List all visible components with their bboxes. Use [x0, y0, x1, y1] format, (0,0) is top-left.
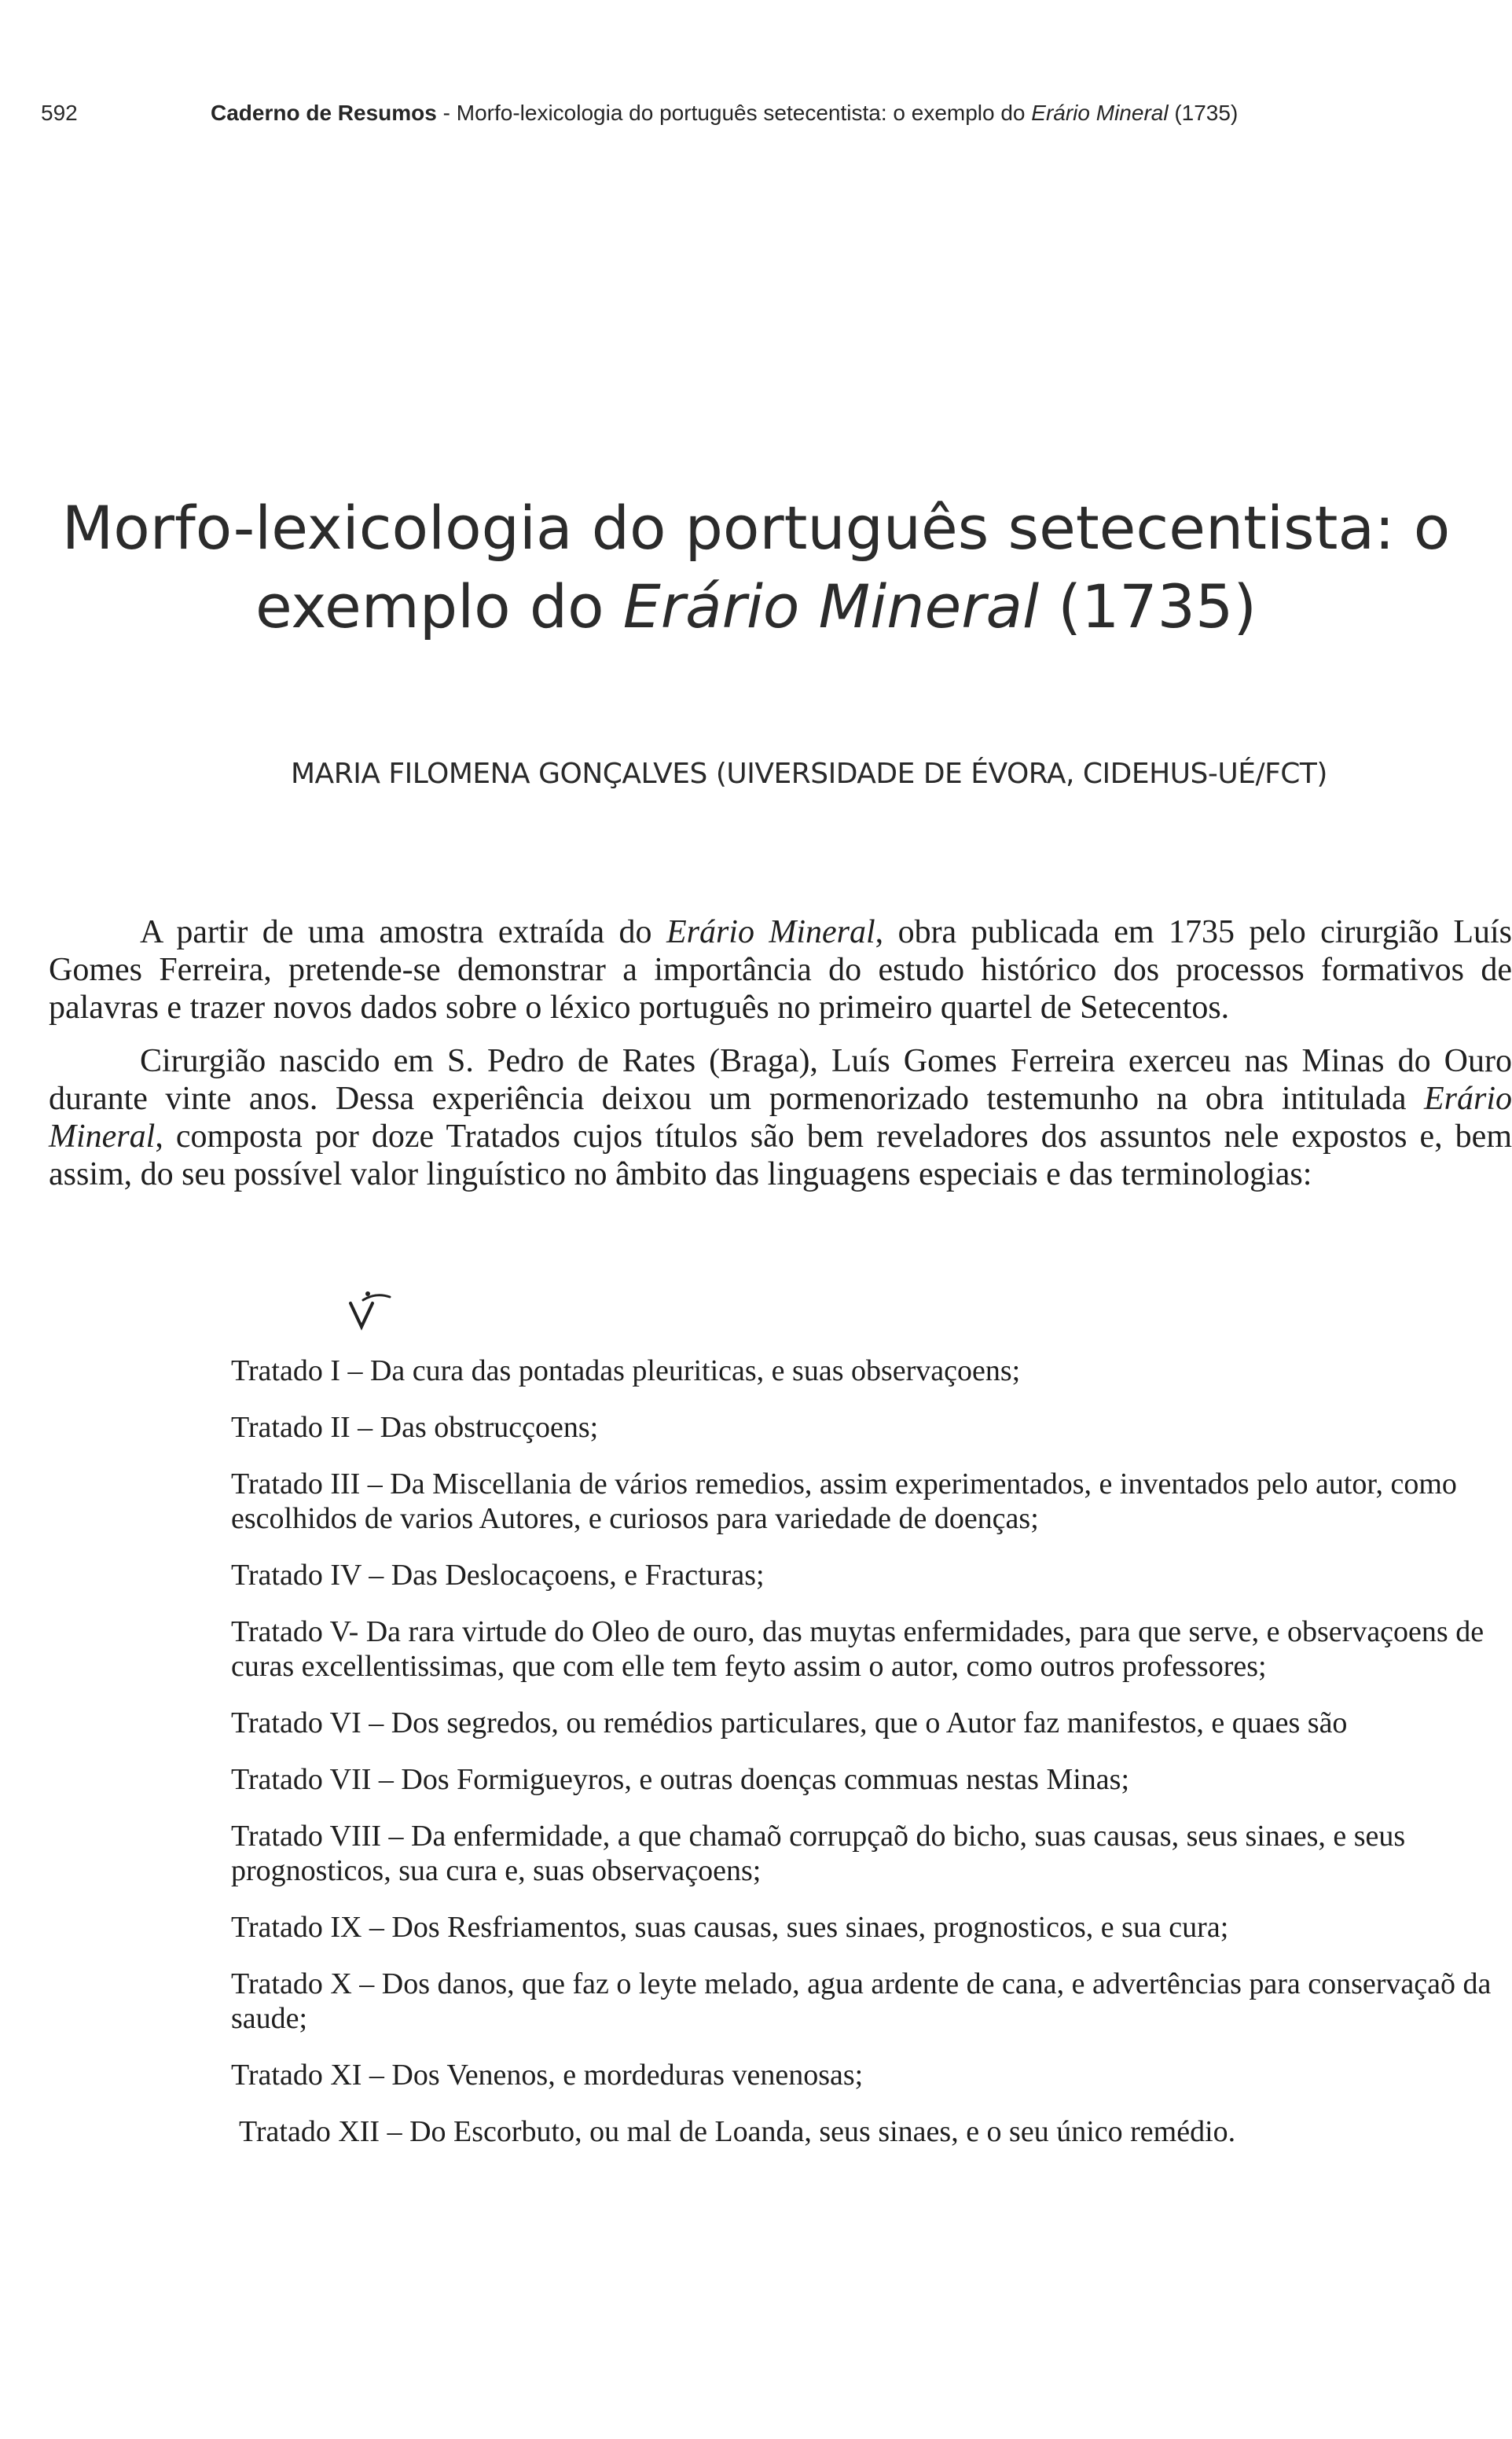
treatise-list	[231, 1354, 1512, 2171]
abstract-body	[49, 913, 1512, 1209]
treatise-item: Tratado IV – Das Deslocaçoens, e Fracturas;	[231, 1559, 765, 1592]
running-title-prefix: Morfo-lexicologia do português setecentista: o exemplo do	[456, 101, 1032, 125]
treatise-item: Tratado I – Da cura das pontadas pleuriticas, e suas observaçoens;	[231, 1354, 1021, 1387]
running-title-suffix: (1735)	[1168, 101, 1239, 125]
header-separator: -	[436, 101, 457, 125]
treatise-item: Tratado VIII – Da enfermidade, a que chamaõ corrupçaõ do bicho, suas causas, seus sinaes, e seus prognosticos, sua cura e, suas observaçoens;	[231, 1820, 1406, 1887]
paragraph-2-start: Cirurgião nascido em S. Pedro de Rates (Braga), Luís Gomes Ferreira exerceu nas Minas do Ouro durante vinte anos. Dessa experiência deixou um pormenorizado testemunho na obra intitulada	[49, 1043, 1512, 1117]
paragraph-2-end: , composta por doze Tratados cujos títulos são bem reveladores dos assuntos nele expostos e, bem assim, do seu possível valor linguístico no âmbito das linguagens especiais e das terminologias:	[49, 1118, 1512, 1192]
treatise-item: Tratado VII – Dos Formigueyros, e outras doenças commuas nestas Minas;	[231, 1763, 1130, 1796]
paragraph-2	[49, 1042, 1512, 1193]
running-title-italic: Erário Mineral	[1031, 101, 1169, 125]
title-line-2-suffix: (1735)	[1039, 571, 1257, 641]
treatise-item: Tratado XI – Dos Venenos, e mordeduras venenosas;	[231, 2059, 864, 2092]
paragraph-1-end: , obra publicada em 1735 pelo cirurgião Luís Gomes Ferreira, pretende-se demonstrar a importância do estudo histórico dos processos formativos de palavras e trazer novos dados sobre o léxico português no primeiro quartel de Setecentos.	[49, 914, 1512, 1026]
author-affiliation: MARIA FILOMENA GONÇALVES (UIVERSIDADE DE ÉVORA, CIDEHUS-UÉ/FCT)	[291, 758, 1327, 790]
treatise-item: Tratado IX – Dos Resfriamentos, suas causas, sues sinaes, prognosticos, e sua cura;	[231, 1911, 1229, 1944]
correction-dot	[365, 1291, 370, 1296]
treatise-item: Tratado II – Das obstrucçoens;	[231, 1411, 599, 1444]
title-line-2-prefix: exemplo do	[255, 571, 623, 641]
title-line-2-italic: Erário Mineral	[622, 571, 1040, 641]
treatise-item: Tratado V- Da rara virtude do Oleo de ouro, das muytas enfermidades, para que serve, e observaçoens de curas excellentissimas, que com elle tem feyto assim o autor, como outros professores;	[231, 1615, 1484, 1683]
paragraph-1	[49, 913, 1512, 1027]
journal-name: Caderno de Resumos	[211, 101, 437, 125]
title-line-2	[0, 568, 1512, 646]
treatise-item: Tratado XII – Do Escorbuto, ou mal de Loanda, seus sinaes, e o seu único remédio.	[239, 2115, 1236, 2148]
page-number: 592	[41, 101, 78, 125]
treatise-item: Tratado VI – Dos segredos, ou remédios particulares, que o Autor faz manifestos, e quaes são	[231, 1706, 1348, 1739]
treatise-item: Tratado X – Dos danos, que faz o leyte melado, agua ardente de cana, e advertências para conservaçaõ da saude;	[231, 1967, 1492, 2035]
paragraph-1-italic: Erário Mineral	[666, 914, 875, 950]
correction-stroke-1	[350, 1303, 372, 1327]
paragraph-1-start: A partir de uma amostra extraída do	[140, 914, 666, 950]
running-title	[211, 97, 1238, 129]
running-header	[41, 97, 1503, 129]
treatise-item: Tratado III – Da Miscellania de vários remedios, assim experimentados, e inventados pelo autor, como escolhidos de varios Autores, e curiosos para variedade de doenças;	[231, 1467, 1457, 1535]
paragraph-2-italic: Erário Mineral	[49, 1081, 1512, 1155]
title-line-1: Morfo-lexicologia do português setecentista: o	[61, 493, 1451, 563]
article-title	[0, 489, 1512, 646]
handwritten-correction-mark	[344, 1289, 399, 1336]
